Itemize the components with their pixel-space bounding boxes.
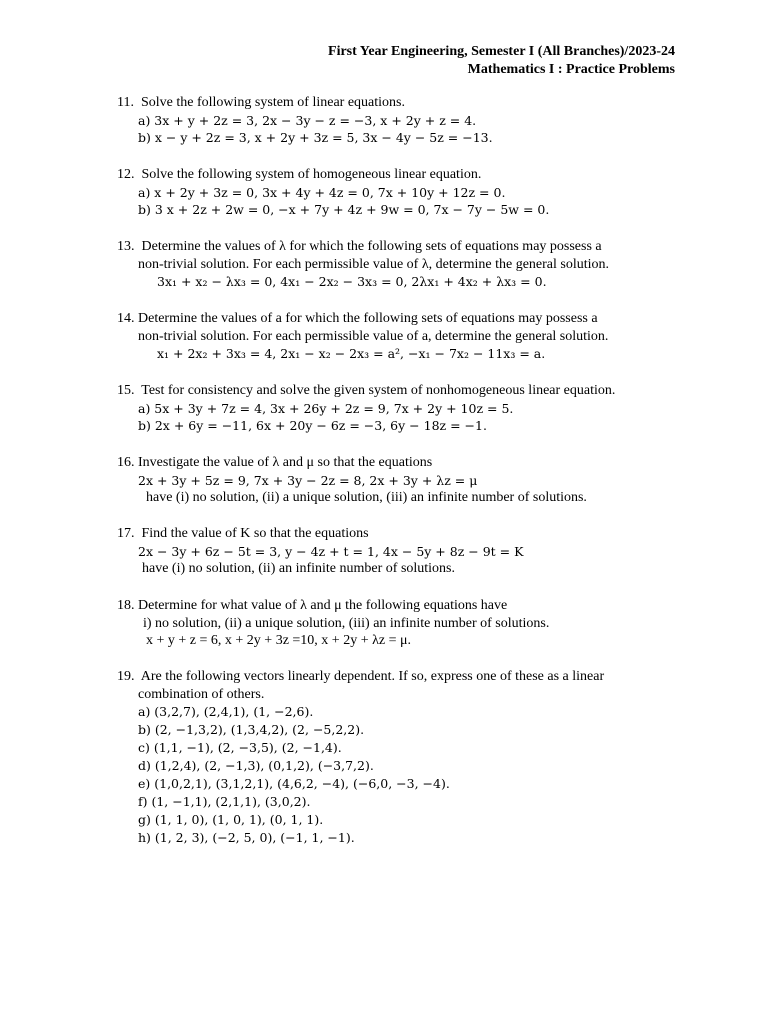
problem-16 [117, 454, 717, 507]
problem-number: 19. [117, 669, 135, 684]
vector-set-h: h) (1, 2, 3), (−2, 5, 0), (−1, 1, −1). [138, 830, 355, 845]
problem-part-a: a) 5x + 3y + 7z = 4, 3x + 26y + 2z = 9, 7x + 2y + 10z = 5. [138, 400, 514, 416]
problem-statement: Are the following vectors linearly dependent. If so, express one of these as a linear [140, 669, 605, 684]
problem-equations: x + y + z = 6, x + 2y + 3z =10, x + 2y + λz = μ. [146, 633, 411, 648]
vector-set-a: a) (3,2,7), (2,4,1), (1, −2,6). [138, 704, 314, 719]
problem-15 [117, 382, 717, 435]
problem-part-b: b) x − y + 2z = 3, x + 2y + 3z = 5, 3x − 4y − 5z = −13. [138, 130, 493, 145]
problem-equations: 2x + 3y + 5z = 9, 7x + 3y − 2z = 8, 2x + 3y + λz = μ [138, 472, 478, 488]
problem-14 [117, 310, 717, 363]
problem-number: 17. [117, 526, 135, 541]
problem-number: 16. [117, 455, 135, 470]
vector-set-g: g) (1, 1, 0), (1, 0, 1), (0, 1, 1). [138, 812, 324, 827]
problem-number: 14. [117, 311, 135, 326]
problem-conditions: i) no solution, (ii) a unique solution, (iii) an infinite number of solutions. [143, 615, 550, 631]
problem-number: 15. [117, 383, 135, 398]
problem-number: 18. [117, 598, 135, 613]
problem-statement: Determine for what value of λ and μ the following equations have [138, 598, 508, 613]
problem-part-a: a) x + 2y + 3z = 0, 3x + 4y + 4z = 0, 7x + 10y + 12z = 0. [138, 184, 506, 200]
problem-statement-continued: non-trivial solution. For each permissible value of a, determine the general solution. [138, 328, 609, 344]
problem-statement: Find the value of K so that the equations [141, 526, 369, 541]
vector-set-c: c) (1,1, −1), (2, −3,5), (2, −1,4). [138, 740, 342, 755]
problem-number: 13. [117, 239, 135, 254]
page-header [328, 43, 675, 79]
vector-set-d: d) (1,2,4), (2, −1,3), (0,1,2), (−3,7,2). [138, 758, 374, 773]
problem-17 [117, 525, 717, 578]
problem-statement-continued: combination of others. [138, 686, 265, 702]
vector-set-e: e) (1,0,2,1), (3,1,2,1), (4,6,2, −4), (−6,0, −3, −4). [138, 776, 450, 791]
problem-part-a: a) 3x + y + 2z = 3, 2x − 3y − z = −3, x + 2y + z = 4. [138, 112, 477, 128]
problem-equations: 2x − 3y + 6z − 5t = 3, y − 4z + t = 1, 4x − 5y + 8z − 9t = K [138, 543, 524, 559]
problem-statement-continued: non-trivial solution. For each permissible value of λ, determine the general solution. [138, 256, 610, 272]
header-course-line: First Year Engineering, Semester I (All Branches)/2023-24 [328, 44, 675, 59]
problem-part-b: b) 3 x + 2z + 2w = 0, −x + 7y + 4z + 9w = 0, 7x − 7y − 5w = 0. [138, 202, 550, 217]
problem-conditions: have (i) no solution, (ii) a unique solution, (iii) an infinite number of solutions. [146, 490, 587, 505]
problem-conditions: have (i) no solution, (ii) an infinite number of solutions. [142, 561, 456, 576]
problem-12 [117, 166, 717, 219]
problem-part-b: b) 2x + 6y = −11, 6x + 20y − 6z = −3, 6y − 18z = −1. [138, 418, 487, 433]
problem-number: 12. [117, 167, 135, 182]
problem-statement: Solve the following system of homogeneous linear equation. [141, 167, 482, 182]
problem-equations: 3x₁ + x₂ − λx₃ = 0, 4x₁ − 2x₂ − 3x₃ = 0, 2λx₁ + 4x₂ + λx₃ = 0. [157, 274, 547, 289]
problem-statement: Determine the values of a for which the following sets of equations may possess a [138, 311, 598, 326]
vector-set-f: f) (1, −1,1), (2,1,1), (3,0,2). [138, 794, 311, 809]
problem-equations: x₁ + 2x₂ + 3x₃ = 4, 2x₁ − x₂ − 2x₃ = a², −x₁ − 7x₂ − 11x₃ = a. [157, 346, 546, 361]
problem-statement: Determine the values of λ for which the following sets of equations may possess a [141, 239, 602, 254]
problem-18 [117, 597, 717, 650]
problem-19 [117, 668, 717, 847]
problem-11 [117, 94, 717, 147]
vector-set-b: b) (2, −1,3,2), (1,3,4,2), (2, −5,2,2). [138, 722, 365, 737]
problem-13 [117, 238, 717, 291]
header-subject-line: Mathematics I : Practice Problems [467, 62, 675, 77]
problem-statement: Test for consistency and solve the given system of nonhomogeneous linear equation. [141, 383, 616, 398]
problem-number: 11. [117, 95, 134, 110]
problem-statement: Investigate the value of λ and μ so that the equations [138, 455, 433, 470]
problem-statement: Solve the following system of linear equations. [140, 95, 405, 110]
